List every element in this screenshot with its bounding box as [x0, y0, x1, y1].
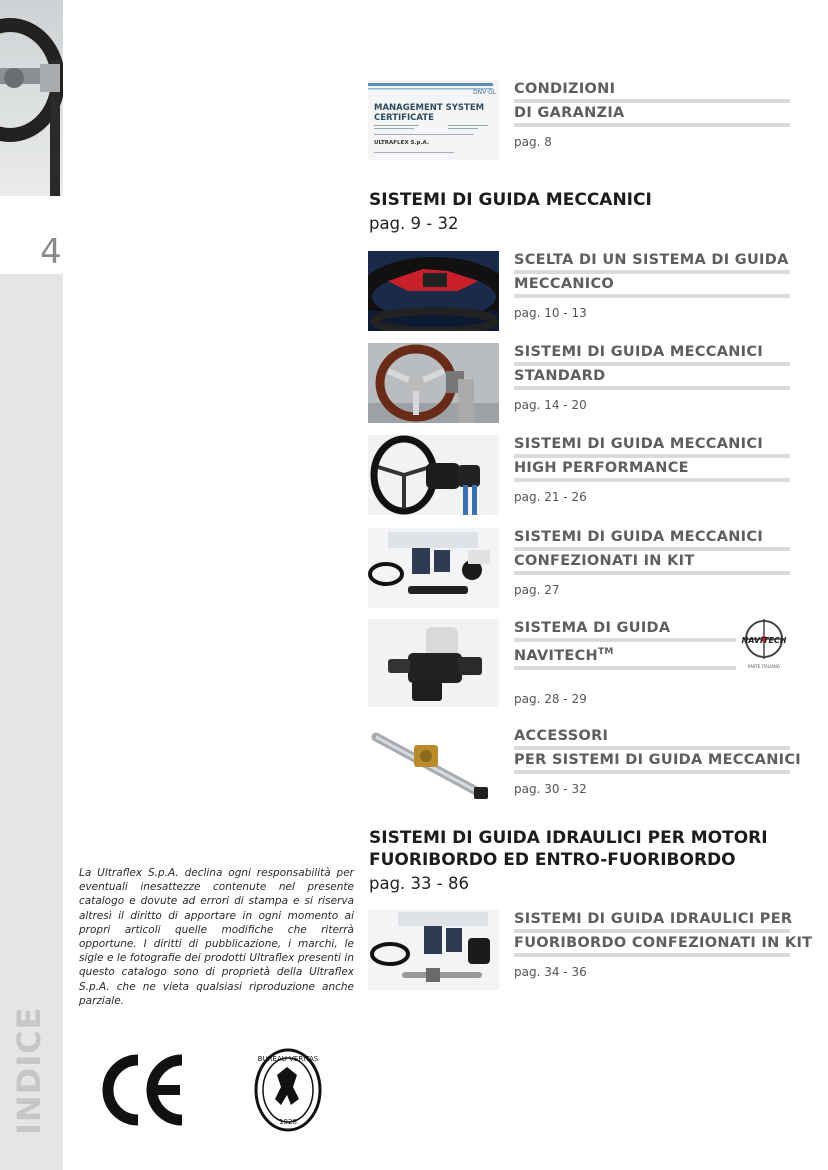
- section-title: SISTEMI DI GUIDA MECCANICI: [369, 190, 652, 210]
- certificate-company: ULTRAFLEX S.p.A.: [374, 140, 430, 146]
- steering-wheel-wood-image: [368, 343, 499, 423]
- bureau-veritas-year: 1828: [279, 1118, 297, 1126]
- entry-title-line: [514, 643, 736, 670]
- bureau-veritas-logo: [253, 1047, 323, 1137]
- ce-mark-logo: [100, 1052, 186, 1132]
- entry-title-line: SISTEMI DI GUIDA MECCANICI: [514, 435, 790, 458]
- entry-title-line: PER SISTEMI DI GUIDA MECCANICI: [514, 751, 790, 774]
- hydraulic-kit-image: [368, 910, 499, 990]
- entry-pages: pag. 21 - 26: [514, 490, 587, 504]
- accessory-image: [368, 727, 499, 807]
- entry-title-block: [514, 343, 790, 412]
- steering-wheel-red-image: [368, 251, 499, 331]
- entry-pages: pag. 10 - 13: [514, 306, 587, 320]
- navitech-image: [368, 619, 499, 707]
- page-number: 4: [40, 232, 62, 272]
- trademark-superscript: TM: [597, 647, 614, 657]
- entry-title-line: ACCESSORI: [514, 727, 790, 750]
- certificate-title-1: MANAGEMENT SYSTEM: [374, 103, 485, 113]
- kit-image: [368, 528, 499, 608]
- entry-title-block: [514, 727, 801, 796]
- certificate-image: [368, 80, 499, 160]
- entry-title-block: [514, 251, 790, 320]
- entry-pages: pag. 28 - 29: [514, 691, 587, 706]
- steering-wheel-black-image: [368, 435, 499, 515]
- entry-title-block: [514, 528, 790, 597]
- entry-pages: pag. 34 - 36: [514, 965, 587, 979]
- entry-title-block: [514, 80, 790, 149]
- section-pages: pag. 9 - 32: [369, 214, 459, 233]
- entry-title-line: DI GARANZIA: [514, 104, 790, 127]
- entry-title-line: CONFEZIONATI IN KIT: [514, 552, 790, 575]
- entry-title-line: HIGH PERFORMANCE: [514, 459, 790, 482]
- entry-pages: pag. 27: [514, 583, 560, 597]
- navitech-logo-text: NAVITECH: [741, 636, 787, 645]
- entry-pages: pag. 8: [514, 135, 552, 149]
- entry-title-block: [514, 435, 790, 504]
- entry-pages: pag. 14 - 20: [514, 398, 587, 412]
- section-label-indice: INDICE: [10, 1006, 48, 1135]
- steering-wheel-header-image: [0, 0, 63, 196]
- section-mechanical[interactable]: [369, 189, 799, 235]
- entry-title-block: [514, 910, 813, 979]
- bureau-veritas-name: BUREAU VERITAS: [257, 1055, 319, 1063]
- entry-title-line: CONDIZIONI: [514, 80, 790, 103]
- entry-title-line: SISTEMI DI GUIDA MECCANICI: [514, 343, 790, 366]
- certificate-title-2: CERTIFICATE: [374, 113, 434, 123]
- entry-title-line: SCELTA DI UN SISTEMA DI GUIDA: [514, 251, 790, 274]
- entry-title-line: STANDARD: [514, 367, 790, 390]
- entry-title-line: SISTEMI DI GUIDA IDRAULICI PER: [514, 910, 790, 933]
- entry-title-line: FUORIBORDO CONFEZIONATI IN KIT: [514, 934, 790, 957]
- entry-title-line: MECCANICO: [514, 275, 790, 298]
- navitech-logo-subtext: PARTE ITALIANO: [748, 664, 780, 669]
- entry-title-text: NAVITECH: [514, 647, 598, 664]
- section-hydraulic[interactable]: [369, 827, 799, 895]
- entry-pages: pag. 30 - 32: [514, 782, 587, 796]
- entry-title-line: SISTEMA DI GUIDA: [514, 619, 736, 642]
- section-pages: pag. 33 - 86: [369, 874, 469, 893]
- certificate-brand: DNV·GL: [473, 89, 497, 96]
- navitech-logo: [738, 619, 790, 675]
- disclaimer-text: La Ultraflex S.p.A. declina ogni responsabilità per eventuali inesattezze contenute nel presente catalogo e dovute ad errori di stampa e si riserva altresì il diritto di apportare in ogni momento ai propri articoli quelle modifiche che riterrà opportune. I diritti di pubblicazione, i marchi, le sigle e le fotografie dei prodotti Ultraflex presenti in questo catalogo sono di proprietà della Ultraflex S.p.A. che ne vieta qualsiasi riproduzione anche parziale.: [79, 867, 354, 1007]
- section-title: SISTEMI DI GUIDA IDRAULICI PER MOTORI: [369, 828, 768, 848]
- section-title: FUORIBORDO ED ENTRO-FUORIBORDO: [369, 850, 736, 870]
- entry-title-line: SISTEMI DI GUIDA MECCANICI: [514, 528, 790, 551]
